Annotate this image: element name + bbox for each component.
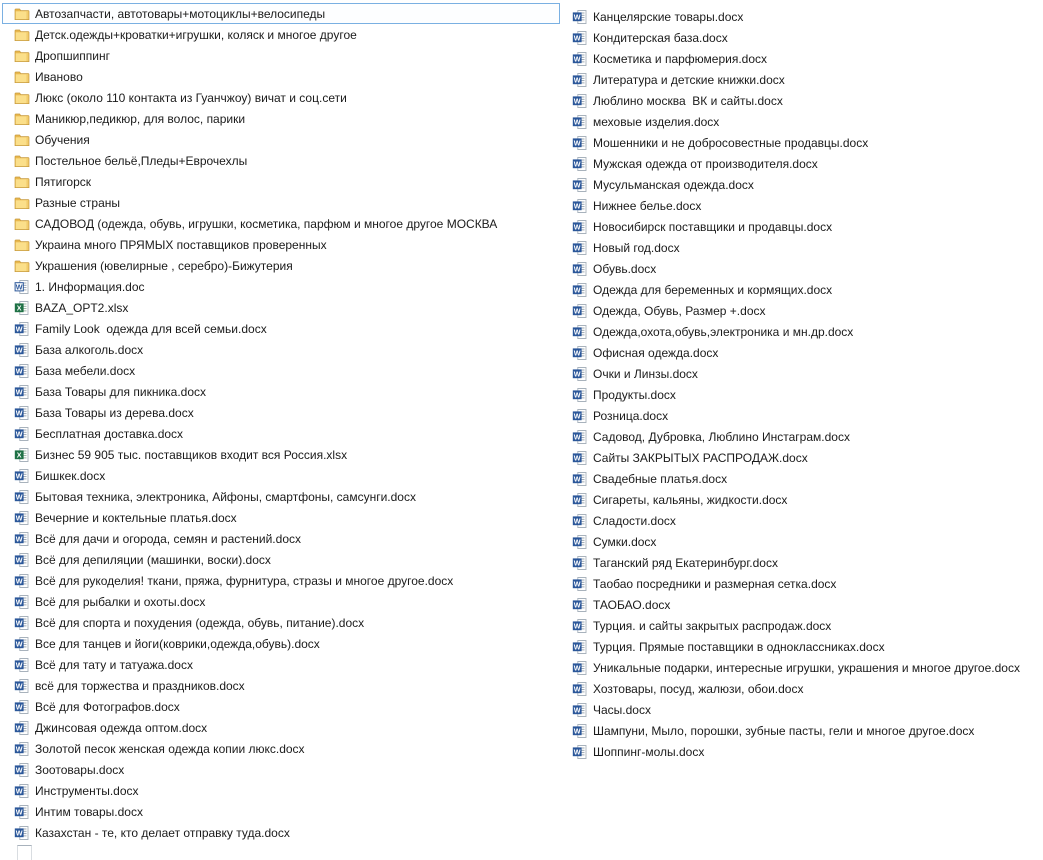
folder-item[interactable] <box>2 213 560 234</box>
file-item[interactable] <box>2 570 560 591</box>
file-item[interactable] <box>560 573 1040 594</box>
folder-item[interactable] <box>2 234 560 255</box>
svg-text:W: W <box>15 638 23 648</box>
excel-xlsx-icon <box>14 447 30 463</box>
file-name: База мебели.docx <box>35 363 136 378</box>
file-item[interactable] <box>560 132 1040 153</box>
file-name: Нижнее белье.docx <box>593 198 702 213</box>
file-name: Часы.docx <box>593 702 651 717</box>
svg-text:X: X <box>16 449 22 459</box>
word-docx-icon <box>14 384 30 400</box>
svg-text:W: W <box>573 326 581 336</box>
svg-text:W: W <box>573 725 581 735</box>
folder-icon <box>14 132 30 148</box>
file-item[interactable] <box>2 759 560 780</box>
file-name: Сайты ЗАКРЫТЫХ РАСПРОДАЖ.docx <box>593 450 808 465</box>
file-name: Канцелярские товары.docx <box>593 9 744 24</box>
svg-text:W: W <box>573 74 581 84</box>
file-name: Всё для тату и татуажа.docx <box>35 657 193 672</box>
file-name: всё для торжества и праздников.docx <box>35 678 245 693</box>
svg-text:W: W <box>573 536 581 546</box>
svg-text:W: W <box>573 284 581 294</box>
word-docx-icon <box>14 342 30 358</box>
word-docx-icon <box>14 636 30 652</box>
svg-text:W: W <box>573 620 581 630</box>
word-docx-icon <box>572 744 588 760</box>
file-name: Вечерние и коктельные платья.docx <box>35 510 237 525</box>
svg-text:W: W <box>573 452 581 462</box>
folder-item[interactable] <box>2 45 560 66</box>
file-item[interactable] <box>560 510 1040 531</box>
folder-item[interactable] <box>2 171 560 192</box>
file-name: Шампуни, Мыло, порошки, зубные пасты, гели и многое другое.docx <box>593 723 975 738</box>
folder-name: Постельное бельё,Пледы+Еврочехлы <box>35 153 248 168</box>
svg-text:W: W <box>15 470 23 480</box>
file-item[interactable] <box>560 279 1040 300</box>
file-name: Всё для рыбалки и охоты.docx <box>35 594 206 609</box>
file-name: Золотой песок женская одежда копии люкс.docx <box>35 741 305 756</box>
word-docx-icon <box>572 93 588 109</box>
file-item[interactable] <box>560 678 1040 699</box>
folder-name: Маникюр,педикюр, для волос, парики <box>35 111 246 126</box>
file-item[interactable] <box>560 342 1040 363</box>
word-docx-icon <box>572 345 588 361</box>
file-name: База Товары для пикника.docx <box>35 384 207 399</box>
excel-xlsx-icon <box>14 300 30 316</box>
svg-text:W: W <box>15 764 23 774</box>
folder-icon <box>14 111 30 127</box>
word-docx-icon <box>572 303 588 319</box>
file-item[interactable] <box>560 174 1040 195</box>
word-docx-icon <box>14 321 30 337</box>
svg-text:W: W <box>573 95 581 105</box>
file-item[interactable] <box>2 801 560 822</box>
svg-text:W: W <box>573 515 581 525</box>
file-name: Джинсовая одежда оптом.docx <box>35 720 208 735</box>
file-name: Турция. Прямые поставщики в одноклассниках.docx <box>593 639 885 654</box>
svg-text:W: W <box>573 746 581 756</box>
file-name: Сигареты, кальяны, жидкости.docx <box>593 492 788 507</box>
file-item[interactable] <box>560 258 1040 279</box>
word-docx-icon <box>572 51 588 67</box>
svg-text:W: W <box>573 704 581 714</box>
file-item[interactable] <box>560 300 1040 321</box>
folder-name: Украина много ПРЯМЫХ поставщиков проверенных <box>35 237 327 252</box>
file-item[interactable] <box>2 318 560 339</box>
file-item[interactable] <box>2 507 560 528</box>
file-item[interactable] <box>2 738 560 759</box>
cut-off-file-icon <box>17 845 32 860</box>
word-docx-icon <box>572 681 588 697</box>
file-name: Сумки.docx <box>593 534 657 549</box>
file-item[interactable] <box>2 402 560 423</box>
word-docx-icon <box>572 261 588 277</box>
file-item[interactable] <box>2 276 560 297</box>
folder-icon <box>14 6 30 22</box>
file-name: Бишкек.docx <box>35 468 106 483</box>
svg-text:W: W <box>573 305 581 315</box>
word-docx-icon <box>572 471 588 487</box>
file-name: Турция. и сайты закрытых распродаж.docx <box>593 618 832 633</box>
word-docx-icon <box>14 594 30 610</box>
file-name: Всё для дачи и огорода, семян и растений.docx <box>35 531 301 546</box>
file-name: Кондитерская база.docx <box>593 30 728 45</box>
file-name: Таганский ряд Екатеринбург.docx <box>593 555 778 570</box>
folder-item[interactable] <box>2 129 560 150</box>
file-item[interactable] <box>560 615 1040 636</box>
file-item[interactable] <box>560 636 1040 657</box>
file-item[interactable] <box>2 528 560 549</box>
file-name: Косметика и парфюмерия.docx <box>593 51 768 66</box>
word-docx-icon <box>572 240 588 256</box>
file-item[interactable] <box>560 321 1040 342</box>
svg-text:W: W <box>15 680 23 690</box>
word-docx-icon <box>572 114 588 130</box>
svg-text:W: W <box>573 410 581 420</box>
word-docx-icon <box>572 702 588 718</box>
svg-text:W: W <box>15 428 23 438</box>
folder-name: Люкс (около 110 контакта из Гуанчжоу) вичат и соц.сети <box>35 90 347 105</box>
svg-text:W: W <box>15 491 23 501</box>
file-list-column-2 <box>560 6 1040 762</box>
file-name: Всё для Фотографов.docx <box>35 699 180 714</box>
file-name: Новосибирск поставщики и продавцы.docx <box>593 219 833 234</box>
file-item[interactable] <box>560 489 1040 510</box>
svg-text:W: W <box>573 473 581 483</box>
svg-text:W: W <box>15 827 23 837</box>
svg-text:W: W <box>15 365 23 375</box>
file-name: Мужская одежда от производителя.docx <box>593 156 818 171</box>
folder-name: Дропшиппинг <box>35 48 111 63</box>
file-item[interactable] <box>560 6 1040 27</box>
word-docx-icon <box>14 510 30 526</box>
word-docx-icon <box>572 408 588 424</box>
folder-icon <box>14 195 30 211</box>
file-name: Розница.docx <box>593 408 669 423</box>
svg-text:W: W <box>15 596 23 606</box>
folder-item[interactable] <box>2 150 560 171</box>
svg-text:W: W <box>573 11 581 21</box>
folder-name: Пятигорск <box>35 174 92 189</box>
svg-text:W: W <box>573 200 581 210</box>
file-item[interactable] <box>560 384 1040 405</box>
svg-text:W: W <box>15 722 23 732</box>
file-item[interactable] <box>560 48 1040 69</box>
folder-icon <box>14 27 30 43</box>
svg-text:W: W <box>573 221 581 231</box>
file-name: Интим товары.docx <box>35 804 143 819</box>
word-docx-icon <box>14 468 30 484</box>
file-name: База алкоголь.docx <box>35 342 144 357</box>
file-item[interactable] <box>560 195 1040 216</box>
svg-text:W: W <box>15 785 23 795</box>
file-name: Шоппинг-молы.docx <box>593 744 705 759</box>
file-item[interactable] <box>560 237 1040 258</box>
word-docx-icon <box>572 429 588 445</box>
word-docx-icon <box>14 489 30 505</box>
word-docx-icon <box>14 615 30 631</box>
svg-text:W: W <box>573 431 581 441</box>
file-name: Обувь.docx <box>593 261 657 276</box>
word-docx-icon <box>572 324 588 340</box>
word-docx-icon <box>572 555 588 571</box>
svg-text:X: X <box>16 302 22 312</box>
file-name: BAZA_OPT2.xlsx <box>35 300 129 315</box>
svg-text:W: W <box>573 263 581 273</box>
svg-text:W: W <box>15 743 23 753</box>
file-item[interactable] <box>560 153 1040 174</box>
file-item[interactable] <box>560 111 1040 132</box>
file-item[interactable] <box>560 27 1040 48</box>
word-docx-icon <box>572 135 588 151</box>
file-name: Всё для спорта и похудения (одежда, обувь, питание).docx <box>35 615 365 630</box>
word-docx-icon <box>14 741 30 757</box>
folder-icon <box>14 69 30 85</box>
file-item[interactable] <box>2 654 560 675</box>
file-name: Хозтовары, посуд, жалюзи, обои.docx <box>593 681 804 696</box>
file-name: Бесплатная доставка.docx <box>35 426 184 441</box>
file-name: Офисная одежда.docx <box>593 345 719 360</box>
word-docx-icon <box>14 426 30 442</box>
folder-icon <box>14 237 30 253</box>
word-docx-icon <box>572 9 588 25</box>
file-name: Все для танцев и йоги(коврики,одежда,обувь).docx <box>35 636 320 651</box>
word-docx-icon <box>572 30 588 46</box>
word-docx-icon <box>572 198 588 214</box>
file-item[interactable] <box>560 405 1040 426</box>
word-docx-icon <box>14 363 30 379</box>
svg-text:W: W <box>15 512 23 522</box>
svg-text:W: W <box>573 137 581 147</box>
file-name: Одежда,охота,обувь,электроника и мн.др.docx <box>593 324 854 339</box>
folder-icon <box>14 48 30 64</box>
svg-text:W: W <box>15 617 23 627</box>
word-docx-icon <box>14 825 30 841</box>
file-item[interactable] <box>2 360 560 381</box>
file-item[interactable] <box>2 423 560 444</box>
file-item[interactable] <box>560 741 1040 762</box>
file-item[interactable] <box>2 675 560 696</box>
word-docx-icon <box>572 177 588 193</box>
svg-text:W: W <box>573 578 581 588</box>
folder-name: Обучения <box>35 132 90 147</box>
file-item[interactable] <box>2 717 560 738</box>
file-item[interactable] <box>2 297 560 318</box>
word-docx-icon <box>572 387 588 403</box>
file-item[interactable] <box>560 720 1040 741</box>
file-name: Садовод, Дубровка, Люблино Инстаграм.docx <box>593 429 850 444</box>
folder-name: Украшения (ювелирные , серебро)-Бижутерия <box>35 258 293 273</box>
file-item[interactable] <box>2 612 560 633</box>
svg-text:W: W <box>15 323 23 333</box>
file-item[interactable] <box>560 531 1040 552</box>
word-docx-icon <box>572 366 588 382</box>
word-docx-icon <box>572 618 588 634</box>
svg-text:W: W <box>15 575 23 585</box>
folder-name: Иваново <box>35 69 83 84</box>
word-docx-icon <box>14 531 30 547</box>
file-item[interactable] <box>2 381 560 402</box>
svg-text:W: W <box>15 554 23 564</box>
word-docx-icon <box>14 783 30 799</box>
svg-text:W: W <box>573 179 581 189</box>
folder-name: Детск.одежды+кроватки+игрушки, коляск и многое другое <box>35 27 357 42</box>
word-docx-icon <box>572 450 588 466</box>
file-item[interactable] <box>2 339 560 360</box>
svg-text:W: W <box>573 683 581 693</box>
svg-text:W: W <box>15 806 23 816</box>
svg-text:W: W <box>573 641 581 651</box>
file-item[interactable] <box>2 696 560 717</box>
svg-text:W: W <box>15 701 23 711</box>
folder-name: Автозапчасти, автотовары+мотоциклы+велосипеды <box>35 6 326 21</box>
svg-text:W: W <box>573 32 581 42</box>
word-docx-icon <box>572 576 588 592</box>
file-name: Свадебные платья.docx <box>593 471 728 486</box>
svg-text:W: W <box>573 557 581 567</box>
file-item[interactable] <box>2 822 560 843</box>
word-docx-icon <box>572 639 588 655</box>
file-name: 1. Информация.doc <box>35 279 145 294</box>
svg-text:W: W <box>573 242 581 252</box>
file-item[interactable] <box>560 699 1040 720</box>
folder-icon <box>14 174 30 190</box>
word-docx-icon <box>572 72 588 88</box>
file-item[interactable] <box>560 657 1040 678</box>
folder-item[interactable] <box>2 108 560 129</box>
svg-text:W: W <box>15 407 23 417</box>
svg-text:W: W <box>15 659 23 669</box>
file-name: Продукты.docx <box>593 387 676 402</box>
folder-item[interactable] <box>2 66 560 87</box>
word-docx-icon <box>572 534 588 550</box>
file-item[interactable] <box>2 444 560 465</box>
word-docx-icon <box>572 723 588 739</box>
file-name: Уникальные подарки, интересные игрушки, украшения и многое другое.docx <box>593 660 1020 675</box>
word-docx-icon <box>572 219 588 235</box>
file-item[interactable] <box>560 594 1040 615</box>
word-docx-icon <box>14 678 30 694</box>
file-name: Сладости.docx <box>593 513 676 528</box>
word-docx-icon <box>14 762 30 778</box>
svg-text:W: W <box>573 494 581 504</box>
svg-text:W: W <box>573 347 581 357</box>
svg-text:W: W <box>15 386 23 396</box>
word-docx-icon <box>572 660 588 676</box>
folder-icon <box>14 153 30 169</box>
word-docx-icon <box>14 804 30 820</box>
file-name: Одежда, Обувь, Размер +.docx <box>593 303 766 318</box>
svg-text:W: W <box>573 599 581 609</box>
file-name: Очки и Линзы.docx <box>593 366 698 381</box>
svg-text:W: W <box>573 662 581 672</box>
word-docx-icon <box>14 552 30 568</box>
file-name: Всё для рукоделия! ткани, пряжа, фурнитура, стразы и многое другое.docx <box>35 573 454 588</box>
file-name: Всё для депиляции (машинки, воски).docx <box>35 552 271 567</box>
file-name: Мусульманская одежда.docx <box>593 177 754 192</box>
file-name: База Товары из дерева.docx <box>35 405 194 420</box>
file-name: Люблино москва ВК и сайты.docx <box>593 93 783 108</box>
file-item[interactable] <box>560 426 1040 447</box>
svg-text:W: W <box>573 116 581 126</box>
word-docx-icon <box>14 405 30 421</box>
file-name: Бытовая техника, электроника, Айфоны, смартфоны, самсунги.docx <box>35 489 416 504</box>
svg-text:W: W <box>573 158 581 168</box>
folder-item[interactable] <box>2 192 560 213</box>
file-item[interactable] <box>560 90 1040 111</box>
file-item[interactable] <box>2 486 560 507</box>
svg-text:W: W <box>15 281 23 291</box>
word-docx-icon <box>572 156 588 172</box>
folder-item[interactable] <box>2 24 560 45</box>
file-name: Family Look одежда для всей семьи.docx <box>35 321 267 336</box>
file-name: меховые изделия.docx <box>593 114 720 129</box>
file-list-column-1 <box>2 3 564 843</box>
file-item[interactable] <box>560 447 1040 468</box>
file-name: ТАОБАО.docx <box>593 597 671 612</box>
word-docx-icon <box>572 282 588 298</box>
file-name: Таобао посредники и размерная сетка.docx <box>593 576 837 591</box>
folder-item[interactable] <box>2 3 560 24</box>
file-item[interactable] <box>2 549 560 570</box>
folder-icon <box>14 90 30 106</box>
file-name: Бизнес 59 905 тыс. поставщиков входит вся Россия.xlsx <box>35 447 348 462</box>
file-name: Зоотовары.docx <box>35 762 125 777</box>
file-name: Литература и детские книжки.docx <box>593 72 785 87</box>
folder-item[interactable] <box>2 87 560 108</box>
word-docx-icon <box>572 597 588 613</box>
file-item[interactable] <box>560 552 1040 573</box>
word-docx-icon <box>14 573 30 589</box>
file-item[interactable] <box>560 69 1040 90</box>
word-docx-icon <box>572 513 588 529</box>
file-item[interactable] <box>560 216 1040 237</box>
file-name: Мошенники и не добросовестные продавцы.docx <box>593 135 869 150</box>
file-name: Новый год.docx <box>593 240 680 255</box>
word-docx-icon <box>14 657 30 673</box>
word-docx-icon <box>572 492 588 508</box>
file-item[interactable] <box>2 465 560 486</box>
file-item[interactable] <box>2 780 560 801</box>
file-item[interactable] <box>560 468 1040 489</box>
word-doc-icon <box>14 279 30 295</box>
folder-item[interactable] <box>2 255 560 276</box>
svg-text:W: W <box>573 53 581 63</box>
file-item[interactable] <box>560 363 1040 384</box>
svg-text:W: W <box>15 344 23 354</box>
folder-name: САДОВОД (одежда, обувь, игрушки, косметика, парфюм и многое другое МОСКВА <box>35 216 498 231</box>
folder-icon <box>14 258 30 274</box>
file-item[interactable] <box>2 633 560 654</box>
svg-text:W: W <box>573 368 581 378</box>
file-name: Одежда для беременных и кормящих.docx <box>593 282 833 297</box>
word-docx-icon <box>14 699 30 715</box>
svg-text:W: W <box>573 389 581 399</box>
folder-name: Разные страны <box>35 195 121 210</box>
svg-text:W: W <box>15 533 23 543</box>
file-name: Казахстан - те, кто делает отправку туда.docx <box>35 825 290 840</box>
word-docx-icon <box>14 720 30 736</box>
folder-icon <box>14 216 30 232</box>
file-name: Инструменты.docx <box>35 783 139 798</box>
file-item[interactable] <box>2 591 560 612</box>
